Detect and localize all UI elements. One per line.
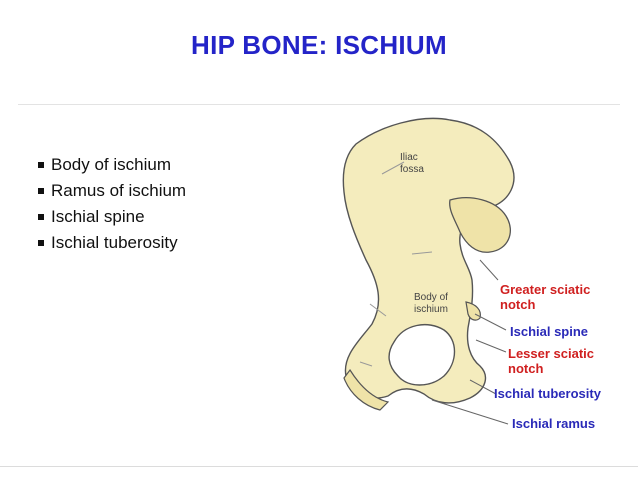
label-ischial-ramus: Ischial ramus <box>512 416 596 431</box>
bullet-square-icon <box>38 188 44 194</box>
label-ischial-spine: Ischial spine <box>510 324 589 339</box>
label-iliac-fossa: Iliac fossa <box>400 152 424 175</box>
slide-title: HIP BONE: ISCHIUM <box>191 30 447 60</box>
label-greater-sciatic-notch: Greater sciatic notch <box>500 282 591 312</box>
bullet-text: Ischial spine <box>51 207 145 226</box>
label-lesser-sciatic-notch: Lesser sciatic notch <box>508 346 595 376</box>
bullet-text: Body of ischium <box>51 155 171 174</box>
bullet-square-icon <box>38 214 44 220</box>
bullet-item <box>38 230 186 256</box>
footer-divider <box>0 466 638 467</box>
label-ischial-tuberosity: Ischial tuberosity <box>494 386 601 401</box>
title-bar <box>18 0 620 105</box>
bullet-item <box>38 178 186 204</box>
bullet-item <box>38 152 186 178</box>
bullet-square-icon <box>38 240 44 246</box>
label-body-of-ischium: Body of ischium <box>414 292 448 315</box>
bullet-text: Ramus of ischium <box>51 181 187 200</box>
bullet-list <box>38 152 186 256</box>
bullet-item <box>38 204 186 230</box>
bullet-text: Ischial tuberosity <box>51 233 178 252</box>
hip-bone-illustration <box>320 104 638 446</box>
bullet-square-icon <box>38 162 44 168</box>
